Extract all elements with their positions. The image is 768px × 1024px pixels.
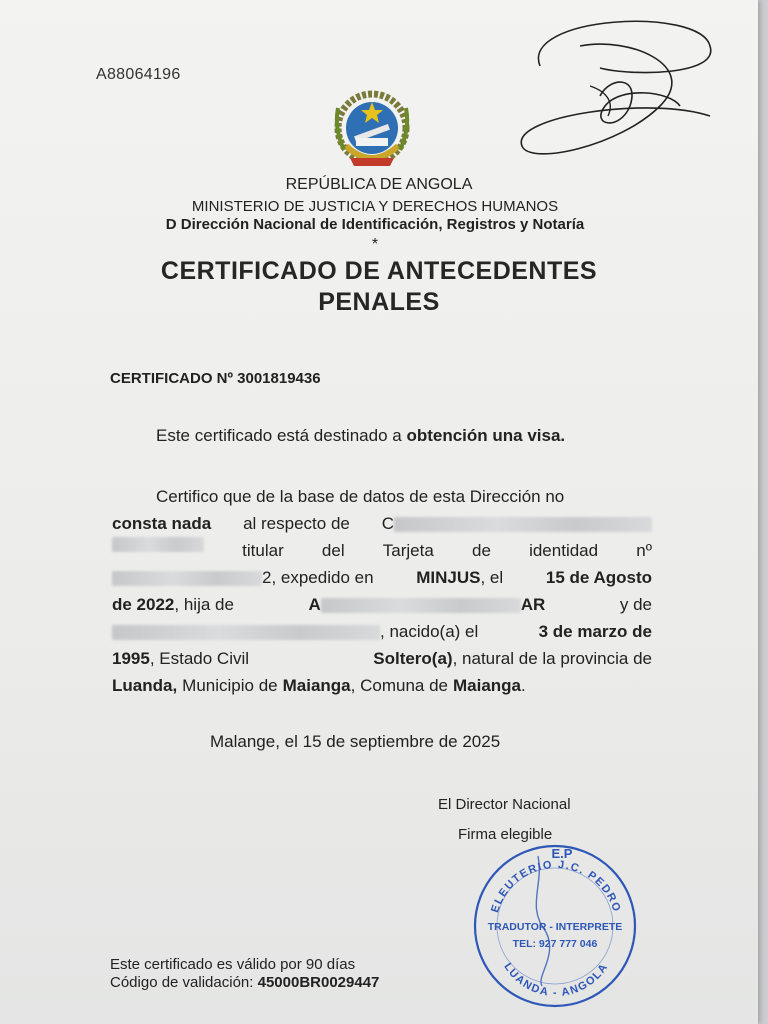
body-text-1: Certifico que de la base de datos de esta Dirección no bbox=[156, 487, 565, 506]
stamp-top-text: ELEUTERIO J.C. PEDRO bbox=[489, 858, 623, 915]
redacted-name-1: C bbox=[382, 510, 652, 537]
body-line-5 bbox=[112, 591, 652, 618]
redacted-father: A AR bbox=[308, 595, 546, 614]
issue-date: 15 de Agosto bbox=[545, 568, 652, 587]
body-line-1 bbox=[112, 483, 652, 510]
word: nº bbox=[636, 541, 652, 560]
comuna: Maianga. bbox=[453, 676, 526, 695]
header-star: * bbox=[371, 236, 379, 253]
validity-text: Este certificado es válido por 90 días bbox=[110, 956, 356, 973]
issuer: MINJUS, el bbox=[416, 568, 504, 587]
header-direction: D Dirección Nacional de Identificación, Registros y Notaría bbox=[165, 216, 585, 233]
document-title bbox=[0, 256, 758, 318]
svg-text:ELEUTERIO J.C. PEDRO bbox=[489, 859, 623, 914]
stamp-ep: E.P bbox=[551, 846, 573, 861]
redacted-mother: , nacido(a) el bbox=[112, 618, 478, 645]
redacted-name-2 bbox=[112, 537, 204, 552]
place-date: Malange, el 15 de septiembre de 2025 bbox=[210, 732, 501, 751]
purpose-prefix: Este certificado está destinado a bbox=[156, 426, 407, 445]
province: Luanda, bbox=[112, 676, 178, 695]
birth-year: 1995, Estado Civil bbox=[112, 649, 250, 668]
stamp-role: TRADUTOR - INTERPRETE bbox=[487, 921, 623, 933]
body-line-6 bbox=[112, 618, 652, 645]
handwritten-signature bbox=[510, 6, 730, 176]
header-republic: REPÚBLICA DE ANGOLA bbox=[285, 176, 473, 193]
body-consta-nada: consta nada bbox=[112, 514, 212, 533]
purpose-statement bbox=[156, 426, 565, 446]
municipio: Maianga, Comuna de bbox=[282, 676, 448, 695]
validity-block bbox=[110, 956, 379, 992]
stamp-tel: TEL: 927 777 046 bbox=[512, 938, 598, 950]
document-serial: A88064196 bbox=[96, 66, 181, 83]
certification-body bbox=[112, 483, 652, 699]
body-line-7 bbox=[112, 645, 652, 672]
body-al-respecto: al respecto de bbox=[243, 514, 350, 533]
word: del bbox=[321, 541, 345, 560]
body-line-8 bbox=[112, 672, 652, 699]
title-line-1: CERTIFICADO DE ANTECEDENTES bbox=[160, 257, 598, 285]
angola-coat-of-arms-icon bbox=[330, 88, 414, 176]
svg-text:LUANDA - ANGOLA bbox=[501, 961, 610, 999]
body-y-de: y de bbox=[619, 595, 652, 614]
redacted-id-number: 2, expedido en bbox=[112, 564, 374, 591]
body-line-4 bbox=[112, 564, 652, 591]
title-line-2: PENALES bbox=[318, 288, 440, 316]
firma-label: Firma elegible bbox=[458, 826, 553, 843]
municipio-label: Municipio de bbox=[182, 676, 278, 695]
validation-label: Código de validación: bbox=[110, 974, 258, 991]
translator-stamp bbox=[466, 836, 644, 1012]
validation-line bbox=[110, 974, 379, 992]
word: titular bbox=[242, 541, 284, 560]
body-line-3 bbox=[112, 537, 652, 564]
header-ministry: MINISTERIO DE JUSTICIA Y DERECHOS HUMANOS bbox=[191, 198, 559, 215]
validation-code: 45000BR0029447 bbox=[257, 974, 380, 991]
word: de bbox=[471, 541, 491, 560]
certificate-number: CERTIFICADO Nº 3001819436 bbox=[110, 370, 321, 387]
stamp-bottom-text: LUANDA - ANGOLA bbox=[501, 960, 611, 1000]
body-line-2 bbox=[112, 510, 652, 537]
issue-year: de 2022, hija de bbox=[112, 595, 234, 614]
word: Tarjeta bbox=[382, 541, 434, 560]
word: identidad bbox=[529, 541, 599, 560]
civil-status: Soltero(a), natural de la provincia de bbox=[373, 649, 652, 668]
purpose-value: obtención una visa. bbox=[406, 426, 566, 445]
director-title: El Director Nacional bbox=[438, 796, 571, 813]
birth-date: 3 de marzo de bbox=[538, 622, 652, 641]
